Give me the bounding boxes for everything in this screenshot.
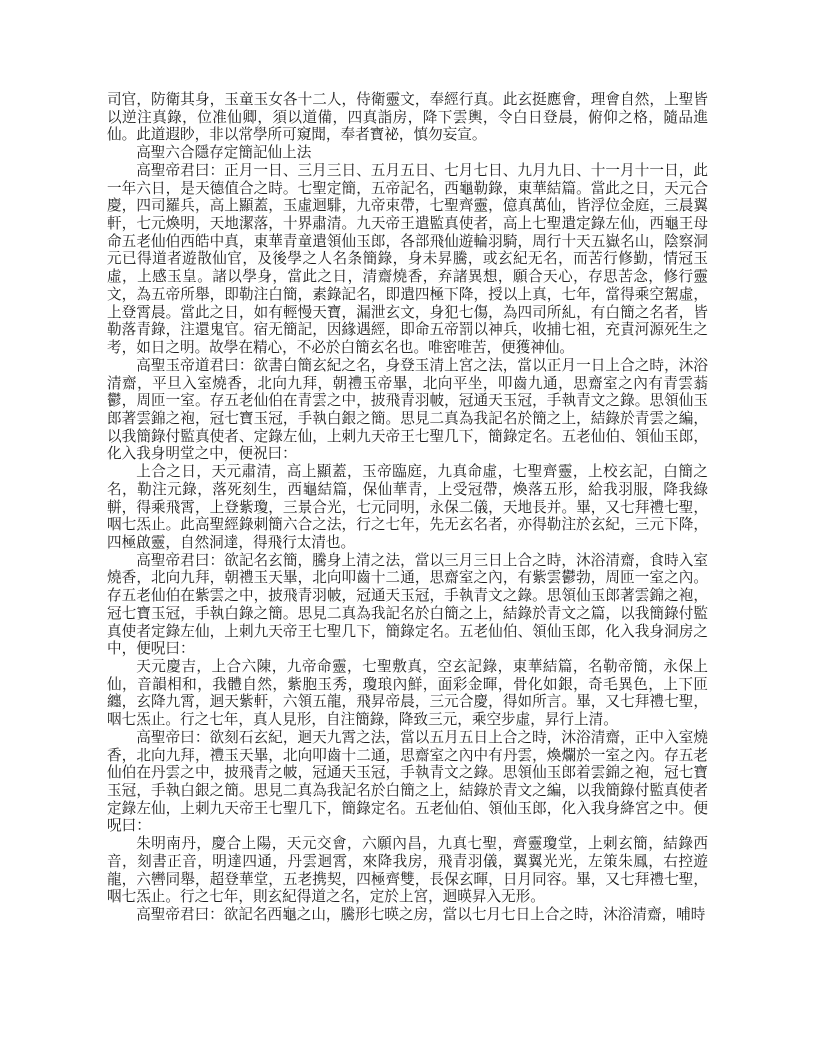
- paragraph-continuation: 司官，防衛其身，玉童玉女各十二人，侍衛靈文，奉經行真。此玄挺應會，理會自然，上聖皆以逆注真錄，位准仙卿，須以道備，四真詣房，降下雲輿，令白日登晨，俯仰之格，隨品進仙。此道遐眇，非以常學所可窺聞，奉者寶祕，慎勿妄宣。: [107, 91, 708, 144]
- text-column: [107, 91, 708, 924]
- paragraph: 高聖帝曰：欲刻石玄紀，迴天九霄之法，當以五月五日上合之時，沐浴清齋，正中入室燒香，北向九拜，禮玉天畢，北向叩齒十二通，思齋室之內中有丹雲，煥爛於一室之內。存五老仙伯在丹雲之中，披飛青之帔，冠通天玉冠，手執青文之錄。思領仙玉郎着雲錦之袍，冠七寶玉冠，手執白銀之簡。思見二真為我記名於白簡之上，結錄於青文之編，以我簡錄付監真使者定錄左仙，上刺九天帝王七聖几下，簡錄定名。五老仙伯、領仙玉郎，化入我身絳宮之中。便呪曰：: [107, 728, 708, 835]
- paragraph: 高聖玉帝道君曰：欲書白簡玄紀之名，身登玉清上宮之法，當以正月一日上合之時，沐浴清齋，平旦入室燒香，北向九拜，朝禮玉帝畢，北向平坐，叩齒九通，思齋室之內有青雲蓊鬱，周匝一室。存五老仙伯在青雲之中，披飛青羽帔，冠通天玉冠，手執青文之錄。思領仙玉郎著雲錦之袍，冠七寶玉冠，手執白銀之簡。思見二真為我記名於簡之上，結錄於青雲之編，以我簡錄付監真使者、定錄左仙，上刺九天帝王七聖几下，簡錄定名。五老仙伯、領仙玉郎，化入我身明堂之中，便祝曰：: [107, 356, 708, 463]
- paragraph: 高聖帝君曰：欲記名西龜之山，騰形七暎之房，當以七月七日上合之時，沐浴清齋，哺時: [136, 906, 706, 924]
- section-title: 高聖六合隱存定簡記仙上法: [136, 144, 312, 162]
- paragraph: 高聖帝君曰：正月一日、三月三日、五月五日、七月七日、九月九日、十一月十一日，此一年六日，是天德值合之時。七聖定簡，五帝記名，西龜勒錄，東華結篇。當此之日，天元合慶，四司羅兵，高上顯蓋，玉虛迴騑，九帝束帶，七聖齊靈，億真萬仙，皆浮位金庭，三晨翼軒，七元煥明，天地潔落，十界肅清。九天帝王遣監真使者，高上七聖遣定錄左仙，西龜王母命五老仙伯西皓中真，東華青童遣領仙玉郎，各部飛仙遊輪羽騎，周行十天五嶽名山，陰察洞元已得道者遊散仙官，及後學之人名条簡錄，身未昇騰，或玄紀无名，而苦行修勤，情冠玉虛，上感玉皇。諸以學身，當此之日，清齋燒香，弃諸異想，願合天心，存思苦念，修行靈文，為五帝所舉，即勒注白簡，素錄記名，即遣四極下降，授以上真，七年，當得乘空駕虛，上登霄晨。當此之日，如有輕慢天寶，漏泄玄文，身犯七傷，為四司所糺，有白簡之名者，皆勒落青錄，注還鬼官。宿无簡記，因緣遇經，即命五帝罰以神兵，收捕七祖，充責河源死生之考，如日之明。故學在精心，不必於白簡玄名也。唯密唯苦，便獲神仙。: [107, 161, 708, 357]
- paragraph: 上合之日，天元肅清，高上顯蓋，玉帝臨庭，九真命虛，七聖齊靈，上校玄記，白簡之名，勒注元錄，落死刻生，西龜結篇，保仙華青，上受冠帶，煥落五形，給我羽服，降我綠軿，得乘飛霄，上登紫瓊，三景合光，七元同明，永保二儀，天地長并。畢，又七拜禮七聖，咽七炁止。此高聖經錄刺簡六合之法，行之七年，先无玄名者，亦得勒注於玄紀，三元下降，四極啟靈，自然洞達，得飛行太清也。: [107, 463, 708, 551]
- paragraph: 天元慶吉，上合六陳，九帝命靈，七聖敷真，空玄記錄，東華結篇，名勒帝簡，永保上仙，音韻相和，我體自然，紫胞玉秀，瓊琅內鮮，面彩金暉，骨化如銀，奇毛異色，上下匝纏，玄降九霄，迴天紫軒，六領五龍，飛昇帝晨，三元合慶，得如所言。畢，又七拜禮七聖，咽七炁止。行之七年，真人見形，自注簡錄，降致三元，乘空步虛，昇行上清。: [107, 658, 708, 729]
- paragraph: 高聖帝君曰：欲記名玄簡，騰身上清之法，當以三月三日上合之時，沐浴清齋，食時入室燒香，北向九拜，朝禮玉天畢，北向叩齒十二通，思齋室之內，有紫雲鬱勃，周匝一室之內。存五老仙伯在紫雲之中，披飛青羽帔，冠通天玉冠，手執青文之錄。思領仙玉郎著雲錦之袍，冠七寶玉冠，手執白錄之簡。思見二真為我記名於白簡之上，結錄於青文之篇，以我簡錄付監真使者定錄左仙，上刺九天帝王七聖几下，簡錄定名。五老仙伯、領仙玉郎，化入我身洞房之中，便呪曰：: [107, 551, 708, 658]
- paragraph: 朱明南丹，慶合上陽，天元交會，六願內昌，九真七聖，齊靈瓊堂，上刺玄簡，結錄西音，刻書正音，明達四通，丹雲迴霄，來降我房，飛青羽儀，翼翼光光，左策朱鳳，右控遊龍，六轡同舉，超登華堂，五老携契，四極齊雙，長保玄暉，日月同容。畢，又七拜禮七聖，咽七炁止。行之七年，則玄紀得道之名，定於上宮，迴暎昇入无形。: [107, 835, 708, 906]
